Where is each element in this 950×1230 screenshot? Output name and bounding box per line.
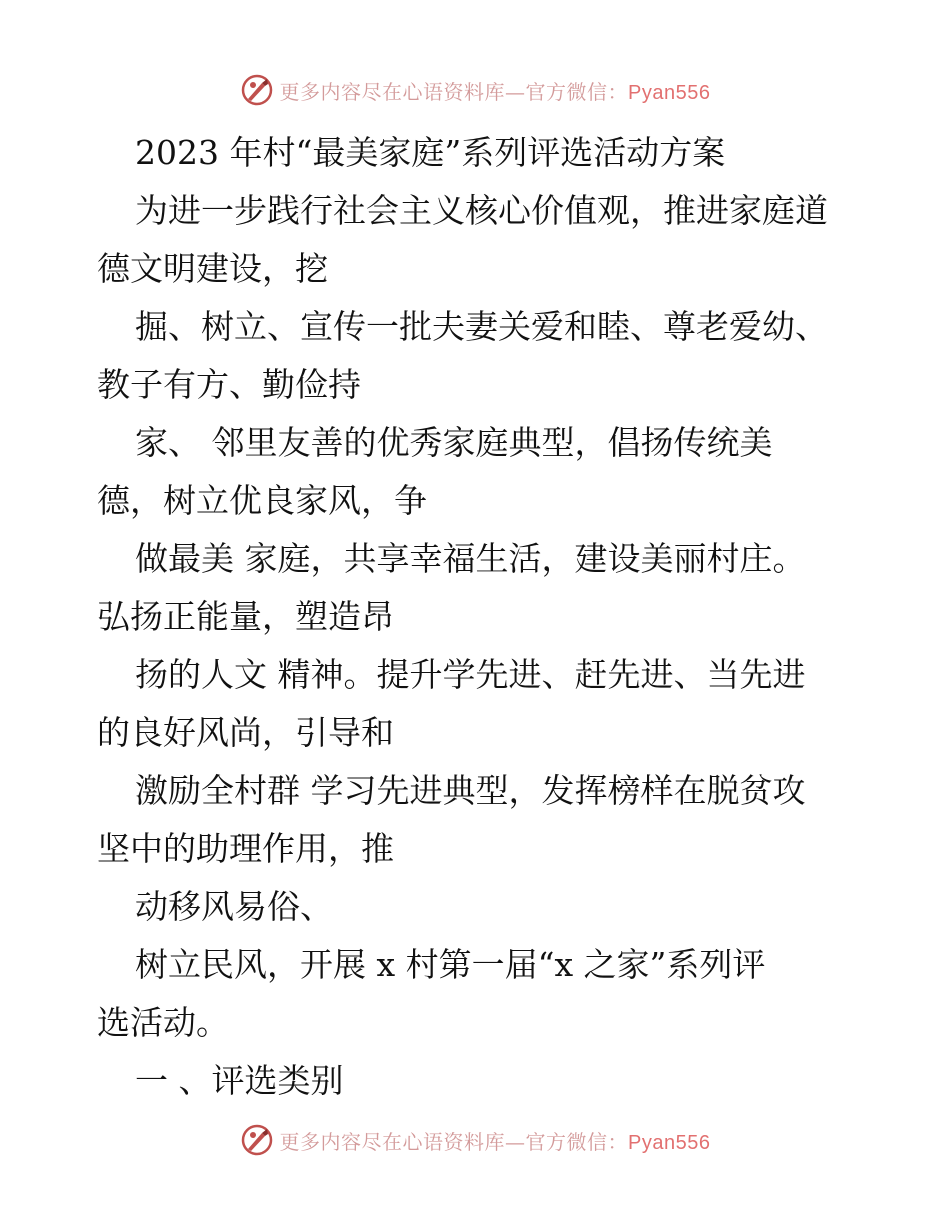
paragraph-line: 教子有方、勤俭持: [97, 365, 361, 404]
paragraph-line: 家、 邻里友善的优秀家庭典型，倡扬传统美: [135, 423, 773, 462]
quill-pen-logo-icon: [240, 73, 274, 107]
paragraph-line: 动移风易俗、: [135, 887, 333, 926]
paragraph-line: 做最美 家庭，共享幸福生活，建设美丽村庄。: [135, 539, 806, 578]
footer-banner-label: 更多内容尽在心语资料库—官方微信：: [279, 1129, 629, 1154]
paragraph-line: 树立民风，开展 x 村第一届“x 之家”系列评: [135, 945, 766, 984]
footer-banner-brand: Pyan556: [628, 1131, 711, 1154]
paragraph-line: 为进一步践行社会主义核心价值观，推进家庭道: [135, 191, 828, 230]
paragraph-line: 掘、树立、宣传一批夫妻关爱和睦、尊老爱幼、: [135, 307, 828, 346]
document-title: 2023 年村“最美家庭”系列评选活动方案: [135, 133, 726, 172]
section-heading: 一 、评选类别: [135, 1061, 344, 1100]
paragraph-line: 激励全村群 学习先进典型，发挥榜样在脱贫攻: [135, 771, 806, 810]
paragraph-line: 扬的人文 精神。提升学先进、赶先进、当先进: [135, 655, 806, 694]
paragraph-line: 弘扬正能量，塑造昂: [97, 597, 394, 636]
header-banner-brand: Pyan556: [628, 81, 711, 104]
paragraph-line: 德文明建设，挖: [97, 249, 328, 288]
footer-banner-text: [280, 1126, 711, 1155]
quill-pen-logo-icon: [240, 1123, 274, 1157]
header-banner-label: 更多内容尽在心语资料库—官方微信：: [279, 79, 629, 104]
paragraph-line: 坚中的助理作用，推: [97, 829, 394, 868]
paragraph-line: 选活动。: [97, 1003, 229, 1042]
header-banner-text: [280, 76, 711, 105]
document-body: [97, 124, 857, 1110]
footer-banner: [0, 1120, 950, 1160]
paragraph-line: 的良好风尚，引导和: [97, 713, 394, 752]
paragraph-line: 德，树立优良家风，争: [97, 481, 427, 520]
header-banner: [0, 70, 950, 110]
